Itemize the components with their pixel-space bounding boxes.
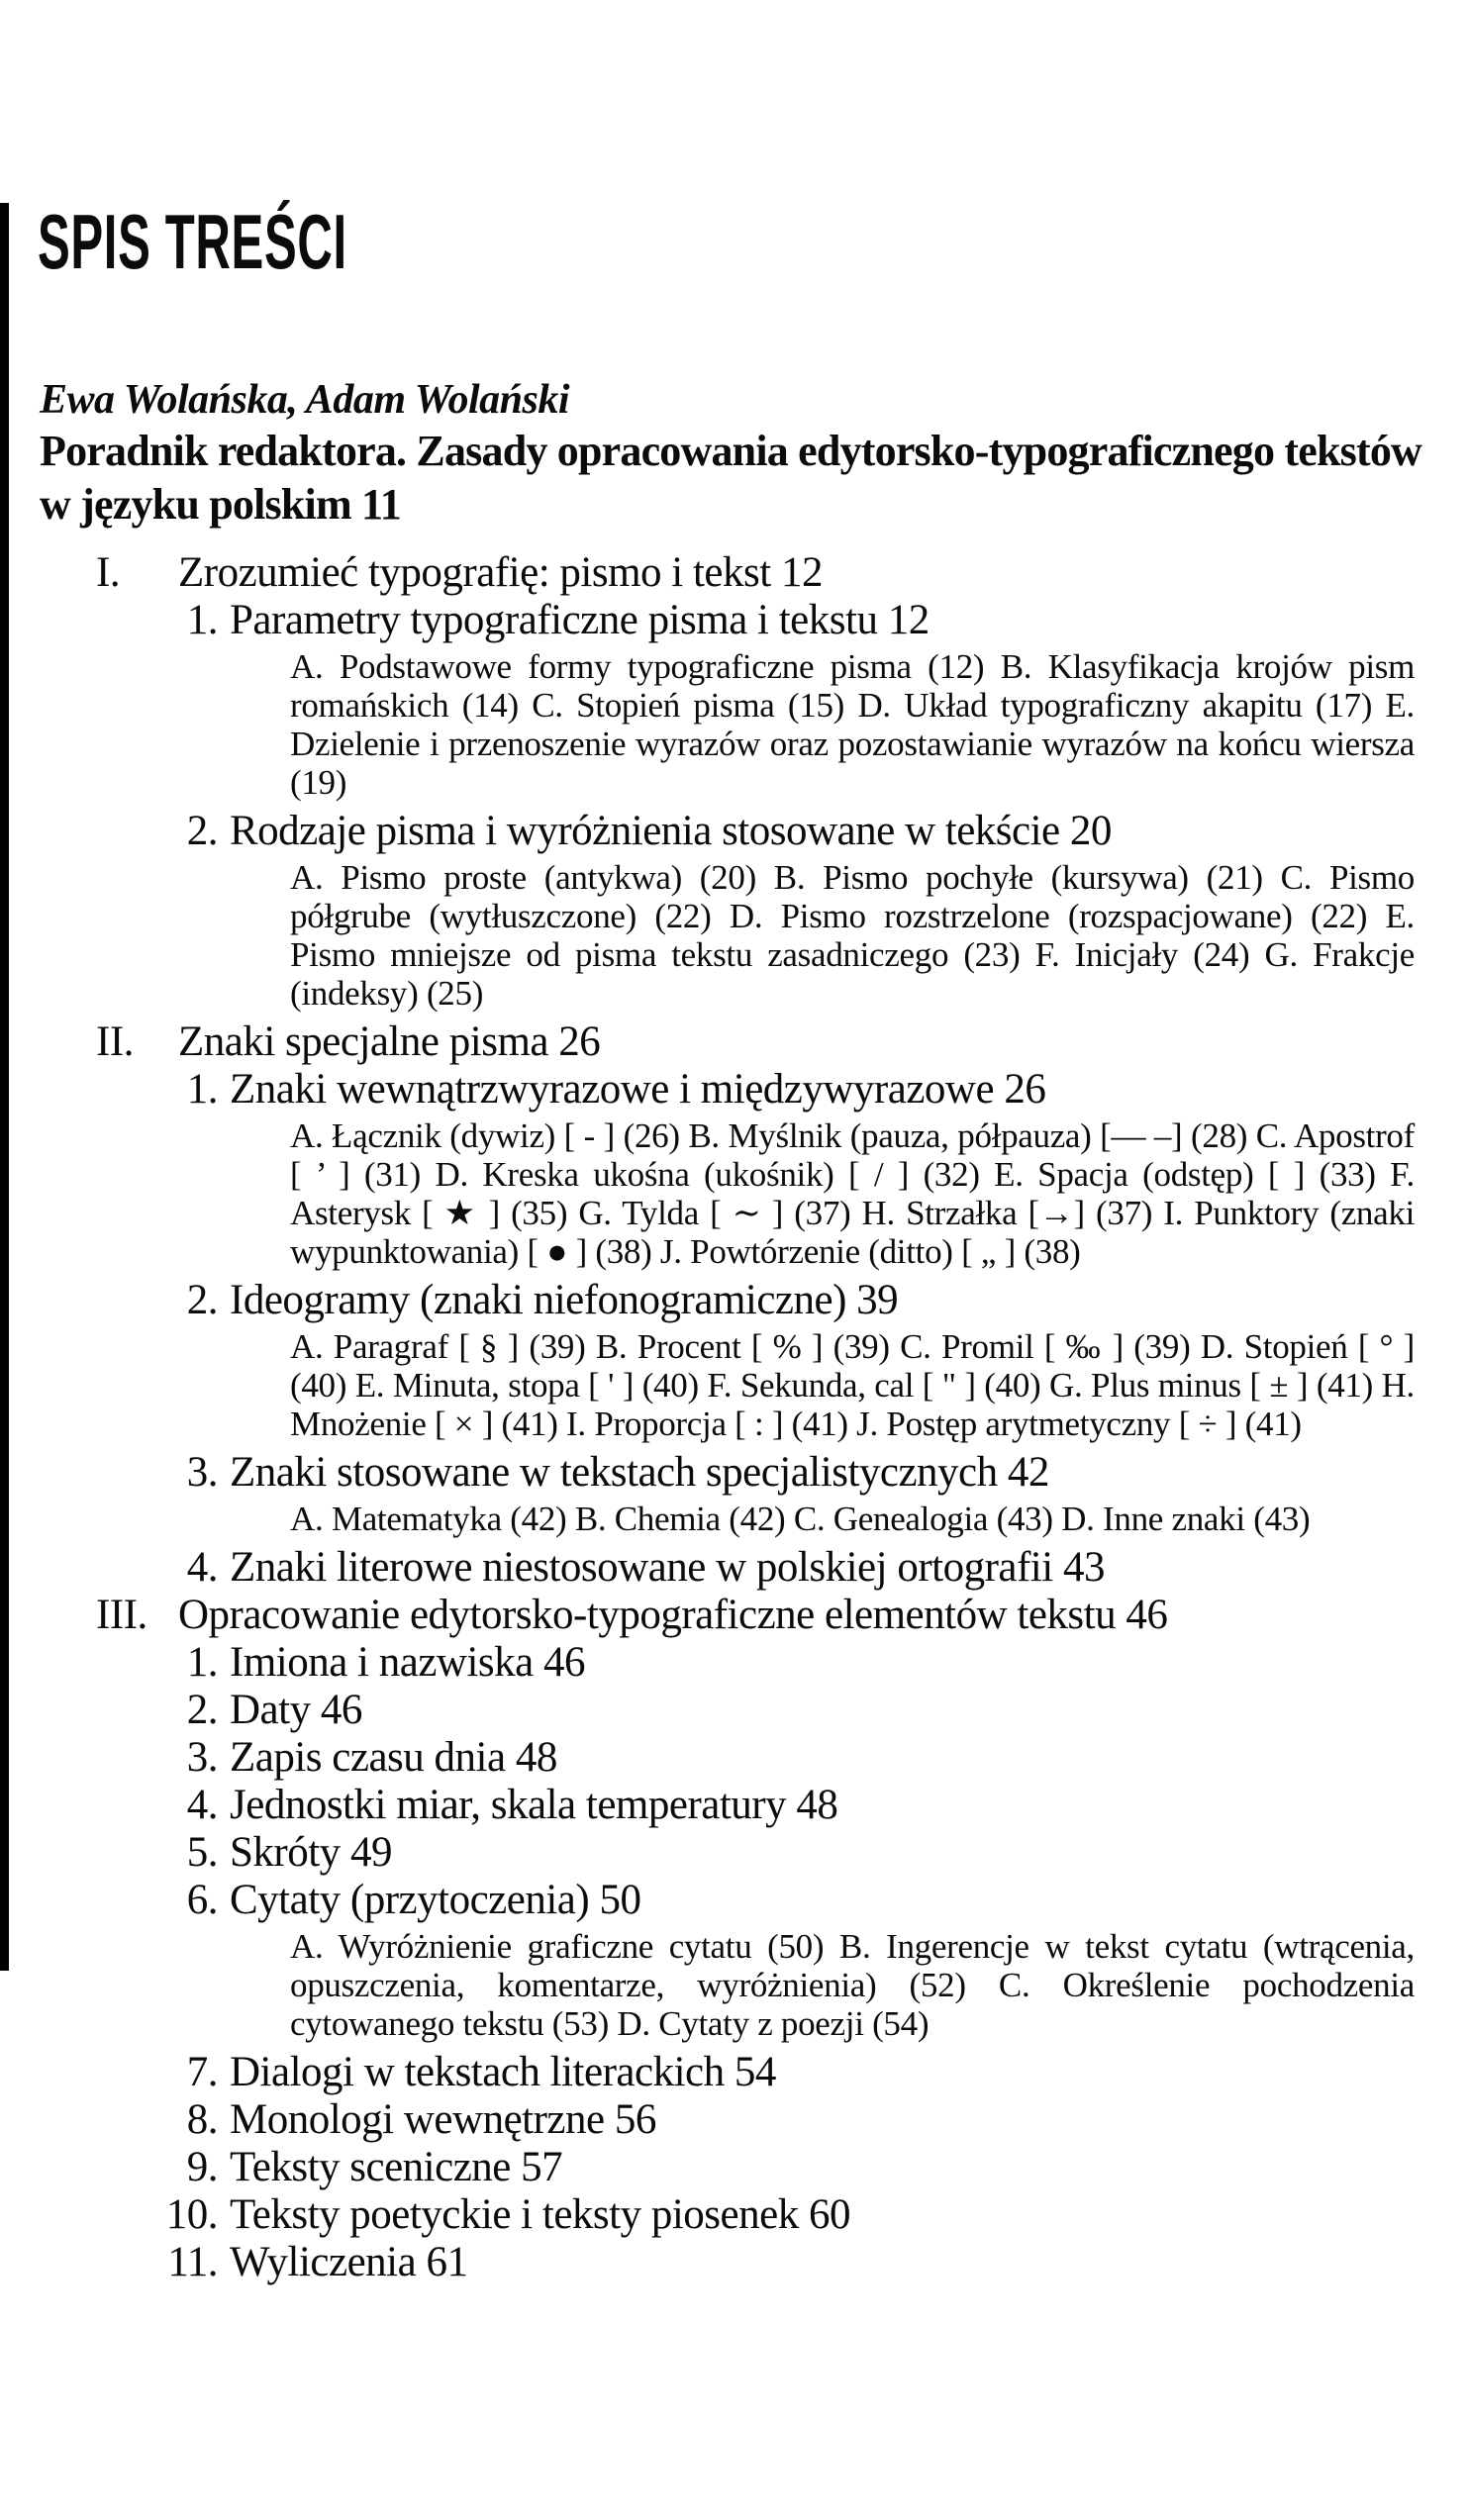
section-page: 46 (1126, 1592, 1168, 1638)
item-entry (0, 2096, 1469, 2144)
item-entry (0, 1639, 1469, 1687)
item-title: Znaki literowe niestosowane w polskiej ortografii 43 (230, 1544, 1105, 1591)
item-page: 42 (1007, 1449, 1049, 1496)
item-title: Daty 46 (230, 1687, 362, 1733)
item-number: 9. (186, 2144, 218, 2190)
item-page: 46 (543, 1639, 585, 1686)
item-page: 48 (796, 1782, 838, 1828)
item-page: 54 (734, 2049, 776, 2095)
item-number: 8. (186, 2096, 218, 2143)
item-number: 7. (186, 2049, 218, 2095)
item-title: Zapis czasu dnia 48 (230, 1734, 557, 1781)
item-number: 2. (186, 808, 218, 854)
item-number: 2. (186, 1687, 218, 1733)
section-page: 12 (780, 549, 823, 596)
item-detail: A. Podstawowe formy typograficzne pisma (12) B. Klasyfikacja krojów pism romańskich (14) C. Stopień pisma (15) D. Układ typograficzny akapitu (17) E. Dzielenie i przenoszenie wyrazów oraz pozostawianie wyrazów na końcu wiersza (19) (290, 647, 1415, 802)
section-numeral: III. (96, 1592, 147, 1638)
item-entry (0, 1877, 1469, 1924)
item-entry (0, 1544, 1469, 1592)
item-entry (0, 1734, 1469, 1782)
book-title-line (40, 425, 1435, 532)
section-entry (0, 1592, 1469, 1639)
item-title: Cytaty (przytoczenia) 50 (230, 1877, 641, 1923)
scan-edge-artifact (0, 203, 9, 1971)
item-title: Znaki stosowane w tekstach specjalistycznych 42 (230, 1449, 1049, 1496)
item-entry (0, 2239, 1469, 2286)
item-entry (0, 1277, 1469, 1324)
item-title: Skróty 49 (230, 1829, 392, 1876)
item-page: 20 (1069, 808, 1112, 854)
item-entry (0, 1782, 1469, 1829)
item-number: 4. (186, 1544, 218, 1591)
item-entry (0, 2144, 1469, 2191)
item-number: 1. (186, 1639, 218, 1686)
section-entry (0, 549, 1469, 597)
item-number: 2. (186, 1277, 218, 1323)
item-detail: A. Łącznik (dywiz) [ - ] (26) B. Myślnik (pauza, półpauza) [— –] (28) C. Apostrof [ ’ ] (31) D. Kreska ukośna (ukośnik) [ / ] (32) E. Spacja (odstęp) [ ] (33) F. Asterysk [ ★ ] (35) G. Tylda [ ∼ ] (37) H. Strzałka [→] (37) I. Punktory (znaki wypunktowania) [ ● ] (38) J. Powtórzenie (ditto) [ „ ] (38) (290, 1116, 1415, 1271)
section-page: 26 (558, 1018, 601, 1065)
book-header (40, 375, 1435, 532)
item-page: 50 (599, 1877, 641, 1923)
item-page: 61 (426, 2239, 468, 2285)
item-number: 4. (186, 1782, 218, 1828)
book-title: Poradnik redaktora. Zasady opracowania edytorsko-typograficznego tekstów w języku polskim (40, 427, 1421, 529)
item-page: 43 (1062, 1544, 1105, 1591)
item-entry (0, 1449, 1469, 1497)
item-entry (0, 808, 1469, 855)
section-title: Znaki specjalne pisma 26 (178, 1018, 601, 1065)
item-number: 1. (186, 597, 218, 643)
item-title: Teksty poetyckie i teksty piosenek 60 (230, 2191, 850, 2238)
item-number: 10. (165, 2191, 218, 2238)
table-of-contents (0, 549, 1469, 2286)
item-entry (0, 2049, 1469, 2096)
item-title: Dialogi w tekstach literackich 54 (230, 2049, 776, 2095)
item-title: Monologi wewnętrzne 56 (230, 2096, 656, 2143)
item-page: 48 (515, 1734, 557, 1781)
item-page: 39 (856, 1277, 899, 1323)
item-number: 6. (186, 1877, 218, 1923)
item-entry (0, 1687, 1469, 1734)
book-page-number: 11 (361, 480, 401, 529)
item-number: 5. (186, 1829, 218, 1876)
item-number: 3. (186, 1734, 218, 1781)
item-number: 1. (186, 1066, 218, 1113)
item-entry (0, 1829, 1469, 1877)
item-page: 60 (808, 2191, 850, 2238)
item-title: Ideogramy (znaki niefonogramiczne) 39 (230, 1277, 899, 1323)
item-number: 11. (167, 2239, 218, 2285)
item-page: 12 (887, 597, 930, 643)
item-detail: A. Pismo proste (antykwa) (20) B. Pismo pochyłe (kursywa) (21) C. Pismo półgrube (wytłuszczone) (22) D. Pismo rozstrzelone (rozspacjowane) (22) E. Pismo mniejsze od pisma tekstu zasadniczego (23) F. Inicjały (24) G. Frakcje (indeksy) (25) (290, 858, 1415, 1013)
item-title: Teksty sceniczne 57 (230, 2144, 563, 2190)
item-title: Imiona i nazwiska 46 (230, 1639, 585, 1686)
item-title: Rodzaje pisma i wyróżnienia stosowane w tekście 20 (230, 808, 1112, 854)
item-title: Parametry typograficzne pisma i tekstu 12 (230, 597, 930, 643)
section-title: Opracowanie edytorsko-typograficzne elementów tekstu 46 (178, 1592, 1168, 1638)
section-entry (0, 1018, 1469, 1066)
section-numeral: II. (96, 1018, 134, 1065)
item-entry (0, 2191, 1469, 2239)
item-page: 56 (614, 2096, 656, 2143)
item-title: Jednostki miar, skala temperatury 48 (230, 1782, 838, 1828)
scanned-toc-page (0, 198, 1469, 2520)
item-detail: A. Wyróżnienie graficzne cytatu (50) B. Ingerencje w tekst cytatu (wtrącenia, opuszczenia, komentarze, wyróżnienia) (52) C. Określenie pochodzenia cytowanego tekstu (53) D. Cytaty z poezji (54) (290, 1927, 1415, 2043)
item-detail: A. Paragraf [ § ] (39) B. Procent [ % ] (39) C. Promil [ ‰ ] (39) D. Stopień [ ° ] (40) E. Minuta, stopa [ ' ] (40) F. Sekunda, cal [ " ] (40) G. Plus minus [ ± ] (41) H. Mnożenie [ × ] (41) I. Proporcja [ : ] (41) J. Postęp arytmetyczny [ ÷ ] (41) (290, 1327, 1415, 1443)
item-title: Znaki wewnątrzwyrazowe i międzywyrazowe 26 (230, 1066, 1046, 1113)
item-page: 49 (349, 1829, 392, 1876)
item-entry (0, 597, 1469, 644)
item-page: 26 (1004, 1066, 1046, 1113)
item-detail: A. Matematyka (42) B. Chemia (42) C. Genealogia (43) D. Inne znaki (43) (290, 1500, 1311, 1538)
item-entry (0, 1066, 1469, 1114)
page-title: SPIS TREŚCI (38, 198, 347, 285)
book-authors: Ewa Wolańska, Adam Wolański (40, 377, 570, 423)
section-title: Zrozumieć typografię: pismo i tekst 12 (178, 549, 823, 596)
item-number: 3. (186, 1449, 218, 1496)
item-page: 46 (320, 1687, 362, 1733)
item-page: 57 (521, 2144, 563, 2190)
item-title: Wyliczenia 61 (230, 2239, 468, 2285)
section-numeral: I. (96, 549, 121, 596)
